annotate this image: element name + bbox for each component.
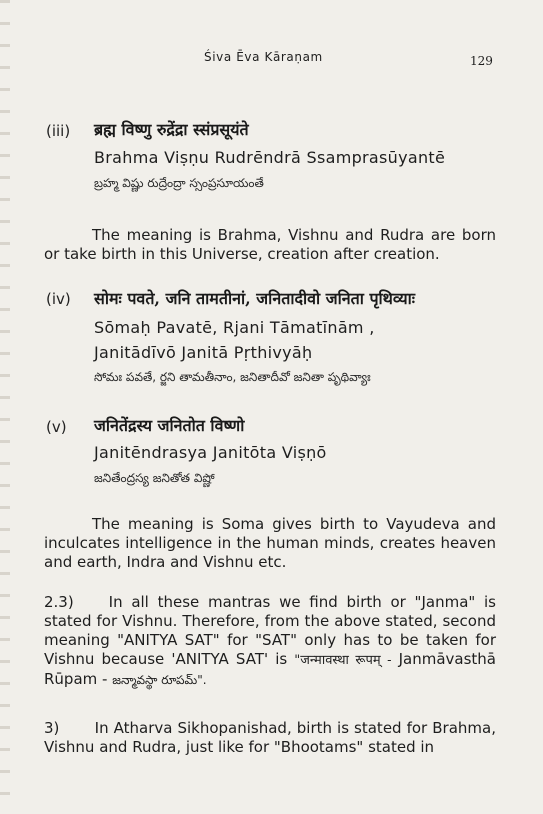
- paragraph-section-2-3: [44, 593, 496, 690]
- section-2-3-text: In all these mantras we find birth or "Janma" is stated for Vishnu. Therefore, from the above stated, second meaning "ANITYA SAT" for "SAT" only has to be taken for Vishnu because 'ANITYA SAT' is: [44, 593, 496, 668]
- paragraph-meaning-1-text: The meaning is Brahma, Vishnu and Rudra are born or take birth in this Universe, creation after creation.: [44, 226, 496, 263]
- verse-number-iii: (iii): [46, 122, 71, 140]
- verse-number-iv: (iv): [46, 290, 71, 308]
- verse-iii-devanagari: ब्रह्म विष्णु रुद्रेंद्रा स्संप्रसूयंते: [94, 120, 249, 139]
- section-number-3: 3): [44, 719, 60, 737]
- verse-iv-telugu: సోమః పవతే, ర్జని తామతీనాం, జనితాదీవో జనితా పృథివ్యాః: [94, 370, 371, 384]
- verse-v-telugu: జనితేంద్రస్య జనితోత విష్ణో: [94, 471, 215, 485]
- section-3-text: In Atharva Sikhopanishad, birth is stated for Brahma, Vishnu and Rudra, just like for "Bhootams" stated in: [44, 719, 496, 756]
- section-number-2-3: 2.3): [44, 593, 74, 611]
- verse-iv-transliteration-line-1: Sōmaḥ Pavatē, Rjani Tāmatīnām ,: [94, 318, 375, 337]
- paragraph-section-3: [44, 719, 496, 757]
- section-2-3-devanagari: "जन्मावस्था रूपम् -: [294, 653, 392, 668]
- verse-iv-devanagari: सोमः पवते, जनि तामतीनां, जनितादीवो जनिता पृथिव्याः: [94, 289, 416, 308]
- running-header: Śiva Ēva Kāraṇam: [204, 50, 323, 64]
- paragraph-meaning-1: [44, 226, 496, 264]
- section-2-3-telugu: జన్మావస్థా రూపమ్".: [112, 673, 207, 687]
- page-spine-binding: [0, 0, 10, 814]
- verse-iii-transliteration: Brahma Viṣṇu Rudrēndrā Ssamprasūyantē: [94, 148, 446, 167]
- paragraph-meaning-2-text: The meaning is Soma gives birth to Vayudeva and inculcates intelligence in the human minds, creates heaven and earth, Indra and Vishnu etc.: [44, 515, 496, 571]
- verse-iii-telugu: బ్రహ్మ విష్ణు రుద్రేంద్రా స్సంప్రసూయంతే: [94, 176, 264, 190]
- verse-v-devanagari: जनितेंद्रस्य जनितोत विष्णो: [94, 416, 245, 435]
- verse-iv-transliteration-line-2: Janitādīvō Janitā Pṛthivyāḥ: [94, 343, 313, 362]
- paragraph-meaning-2: [44, 515, 496, 572]
- verse-number-v: (v): [46, 418, 67, 436]
- section-2-3-transliteration: Janmāvasthā Rūpam -: [44, 650, 496, 688]
- verse-v-transliteration: Janitēndrasya Janitōta Viṣṇō: [94, 443, 327, 462]
- page-number: 129: [470, 54, 493, 68]
